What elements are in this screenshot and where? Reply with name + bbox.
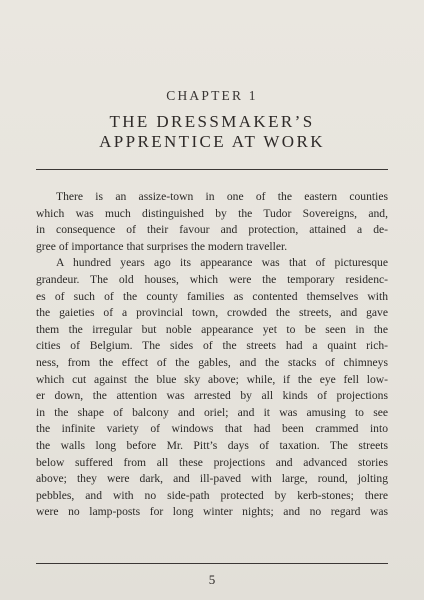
- top-divider-rule: [36, 169, 388, 170]
- chapter-title: [0, 112, 424, 152]
- text-line: in consequence of their favour and protection, attained a de-: [36, 223, 388, 237]
- chapter-title-line-2: APPRENTICE AT WORK: [99, 132, 325, 151]
- text-line: grandeur. The old houses, which were the temporary residenc-: [36, 272, 388, 286]
- text-line: There is an assize-town in one of the eastern counties: [56, 190, 388, 203]
- text-line: the walls long before Mr. Pitt’s days of taxation. The streets: [36, 438, 388, 452]
- text-line: cities of Belgium. The sides of the streets had a quaint rich-: [36, 339, 388, 353]
- chapter-title-line-1: THE DRESSMAKER’S: [109, 112, 315, 131]
- text-line: which cut against the blue sky above; while, if the eye fell low-: [36, 372, 388, 386]
- text-line: A hundred years ago its appearance was that of picturesque: [56, 256, 388, 270]
- text-line: ness, from the effect of the gables, and the stacks of chimneys: [36, 355, 388, 369]
- text-line: the infinite variety of windows that had been crammed into: [36, 422, 388, 436]
- text-line: above; they were dark, and ill-paved with large, round, jolting: [36, 472, 388, 486]
- text-line: the gaieties of a provincial town, crowded the streets, and gave: [36, 306, 388, 320]
- text-line: pebbles, and with no side-path protected by kerb-stones; there: [36, 488, 388, 502]
- text-line: them the irregular but noble appearance yet to be seen in the: [36, 322, 388, 336]
- text-line: in the shape of balcony and oriel; and it was amusing to see: [36, 405, 388, 419]
- chapter-label: CHAPTER 1: [166, 88, 258, 103]
- body-text: [36, 189, 388, 521]
- text-line: below suffered from all these projections and advanced stories: [36, 455, 388, 469]
- page-number: 5: [208, 572, 216, 587]
- text-line: gree of importance that surprises the modern traveller.: [36, 239, 288, 253]
- text-line: which was much distinguished by the Tudor Sovereigns, and,: [36, 206, 388, 220]
- text-line: es of such of the county families as contented themselves with: [36, 289, 388, 303]
- text-line: were no lamp-posts for long winter nights; and no regard was: [36, 505, 388, 519]
- bottom-divider-rule: [36, 563, 388, 564]
- text-line: er down, the attention was arrested by all kinds of projections: [36, 389, 388, 403]
